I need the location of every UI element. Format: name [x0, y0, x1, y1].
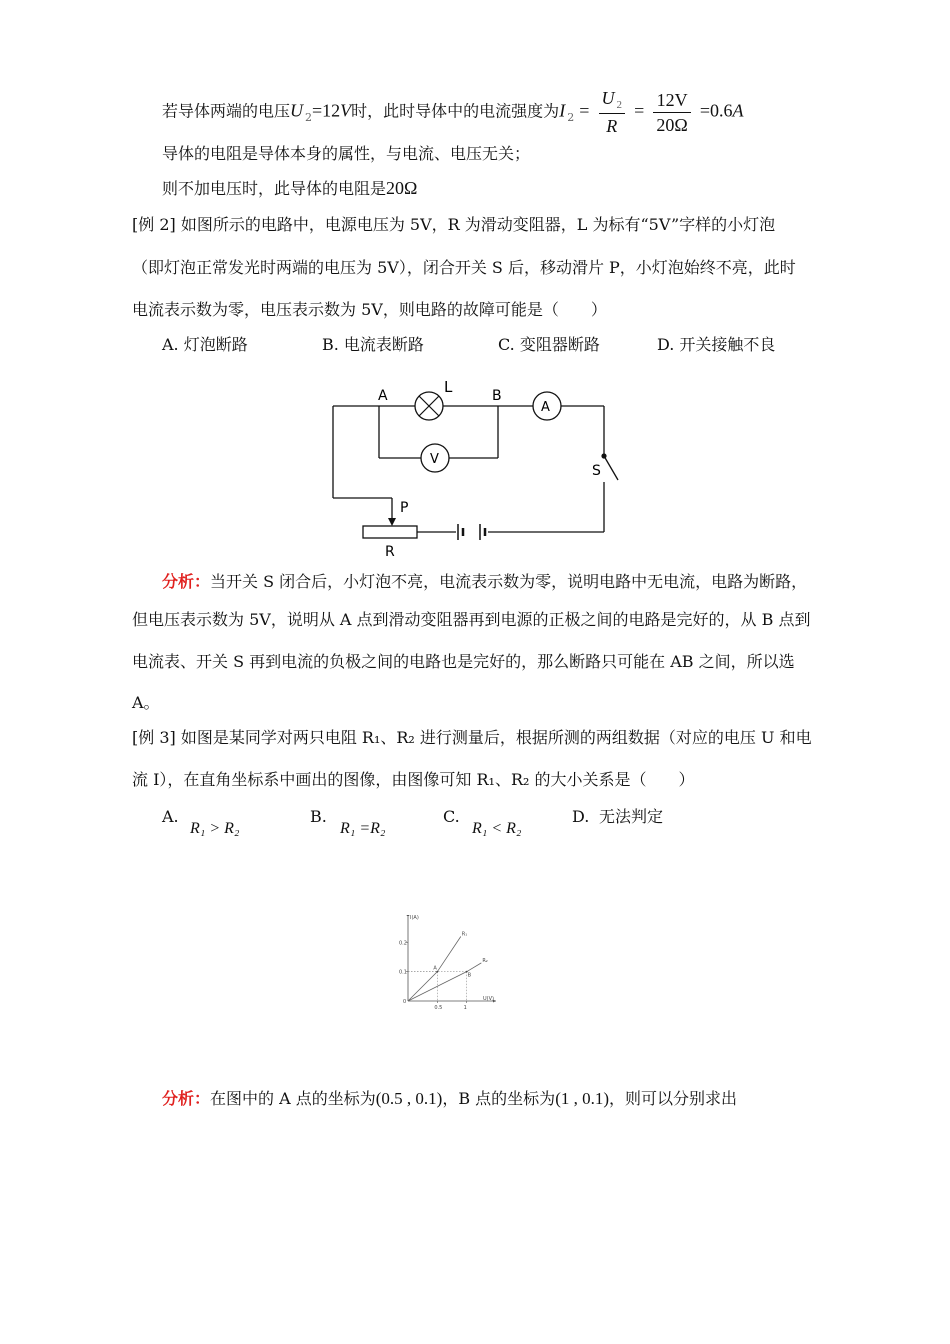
example-3-option-c-expr: R₁ < R₂ [472, 820, 522, 837]
slider-label: P [400, 500, 409, 516]
data-point-label-0: A [433, 965, 437, 972]
equals-sign-1: = [579, 100, 590, 121]
y-tick-label-1: 0.1 [399, 969, 407, 976]
point-a-coordinates: (0.5 , 0.1) [375, 1089, 443, 1108]
example-2-option-c: C. 变阻器断路 [498, 335, 600, 354]
slider-arrow-icon [388, 518, 396, 526]
analysis-2-line-2: 但电压表示数为 5V，说明从 A 点到滑动变阻器再到电源的正极之间的电路是完好的，从 B 点到 [132, 610, 811, 629]
example-2-option-a: A. 灯泡断路 [162, 335, 248, 354]
example-2-line-2: （即灯泡正常发光时两端的电压为 5V），闭合开关 S 后，移动滑片 P，小灯泡始终不亮，此时 [132, 258, 796, 277]
fraction-numerator-sub: 2 [616, 99, 623, 111]
lamp-label: L [444, 378, 453, 396]
node-b-label: B [492, 388, 502, 404]
series-line-1 [408, 963, 481, 1001]
example-3-option-b-letter: B. [310, 807, 327, 826]
example-3-line-1: [例 3] 如图是某同学对两只电阻 R₁、R₂ 进行测量后，根据所测的两组数据（对应的电压 U 和电 [132, 728, 812, 747]
fraction-numerator-12v: 12V [653, 88, 690, 113]
analysis-2-label: 分析： [162, 572, 211, 591]
x-tick-label-0: 0.5 [434, 1005, 443, 1011]
example-2-option-b: B. 电流表断路 [322, 335, 424, 354]
voltmeter-label: V [430, 452, 439, 467]
analysis-2-text-1: 当开关 S 闭合后，小灯泡不亮，电流表示数为零，说明电路中无电流，电路为断路， [210, 572, 808, 591]
data-point-label-1: B [467, 972, 472, 979]
series-label-1: R₂ [482, 957, 488, 964]
formula-mid-text: 时，此时导体中的电流强度为 [351, 101, 560, 121]
result-unit: A [732, 100, 744, 121]
example-3-option-d-expr: 无法判定 [599, 807, 664, 826]
rheostat-label: R [385, 544, 395, 560]
current-subscript: 2 [567, 110, 575, 124]
analysis-3-text-c: ，则可以分别求出 [609, 1089, 738, 1108]
example-3-option-a-letter: A. [162, 807, 179, 826]
y-tick-label-0: 0.2 [399, 940, 407, 947]
rheostat-symbol [363, 526, 417, 538]
resistance-property-text: 导体的电阻是导体本身的属性，与电流、电压无关； [162, 144, 531, 163]
voltage-subscript: 2 [305, 110, 313, 124]
fraction-denominator-20ohm: 20Ω [656, 114, 688, 135]
equals-sign-2: = [634, 100, 645, 121]
analysis-3-text-b: ，B 点的坐标为 [442, 1089, 556, 1108]
switch-label: S [592, 463, 601, 479]
example-3-option-a-expr: R₁ > R₂ [190, 820, 240, 837]
y-axis-label: I(A) [410, 915, 419, 921]
result-value: =0.6 [699, 100, 733, 121]
example-2-line-1: [例 2] 如图所示的电路中，电源电压为 5V，R 为滑动变阻器，L 为标有“5V”字样的小灯泡 [132, 215, 776, 234]
example-2-line-3: 电流表示数为零，电压表示数为 5V，则电路的故障可能是（ ） [132, 300, 607, 319]
analysis-3-label: 分析： [162, 1089, 211, 1108]
example-2-option-d: D. 开关接触不良 [657, 335, 776, 354]
example-3-option-c-letter: C. [443, 807, 460, 826]
lamp-symbol [415, 392, 443, 420]
switch-contact [601, 453, 606, 458]
origin-label: 0 [403, 999, 407, 1005]
analysis-2-line-4: A。 [132, 693, 160, 712]
ammeter-label: A [541, 400, 550, 415]
example-3-option-b-expr: R₁ =R₂ [340, 820, 386, 837]
resistance-value: 20Ω [386, 178, 418, 198]
voltage-unit: V [340, 100, 352, 121]
point-b-coordinates: (1 , 0.1) [555, 1089, 610, 1108]
resistance-conclusion-text: 则不加电压时，此导体的电阻是 [162, 179, 387, 198]
analysis-2-line-1 [162, 571, 807, 593]
fraction-numerator-u: U [601, 88, 615, 108]
voltage-value: =12 [312, 100, 341, 121]
analysis-3-line [162, 1088, 737, 1110]
node-a-label: A [378, 388, 388, 404]
analysis-3-text-a: 在图中的 A 点的坐标为 [210, 1089, 376, 1108]
voltage-symbol: U [290, 100, 304, 121]
x-axis-label: U(V) [483, 996, 494, 1002]
battery-symbol [458, 524, 485, 540]
example-3-line-2: 流 I），在直角坐标系中画出的图像，由图像可知 R₁、R₂ 的大小关系是（ ） [132, 770, 695, 789]
series-label-0: R₁ [461, 931, 468, 938]
iu-chart [395, 915, 505, 1015]
current-symbol: I [559, 100, 566, 121]
formula-lead-text: 若导体两端的电压 [162, 101, 291, 121]
analysis-2-line-3: 电流表、开关 S 再到电流的负极之间的电路也是完好的，那么断路只可能在 AB 之间，所以选 [132, 652, 795, 671]
x-tick-label-1: 1 [463, 1005, 467, 1011]
fraction-denominator-r: R [606, 116, 618, 136]
example-3-option-d-letter: D. [572, 807, 590, 826]
